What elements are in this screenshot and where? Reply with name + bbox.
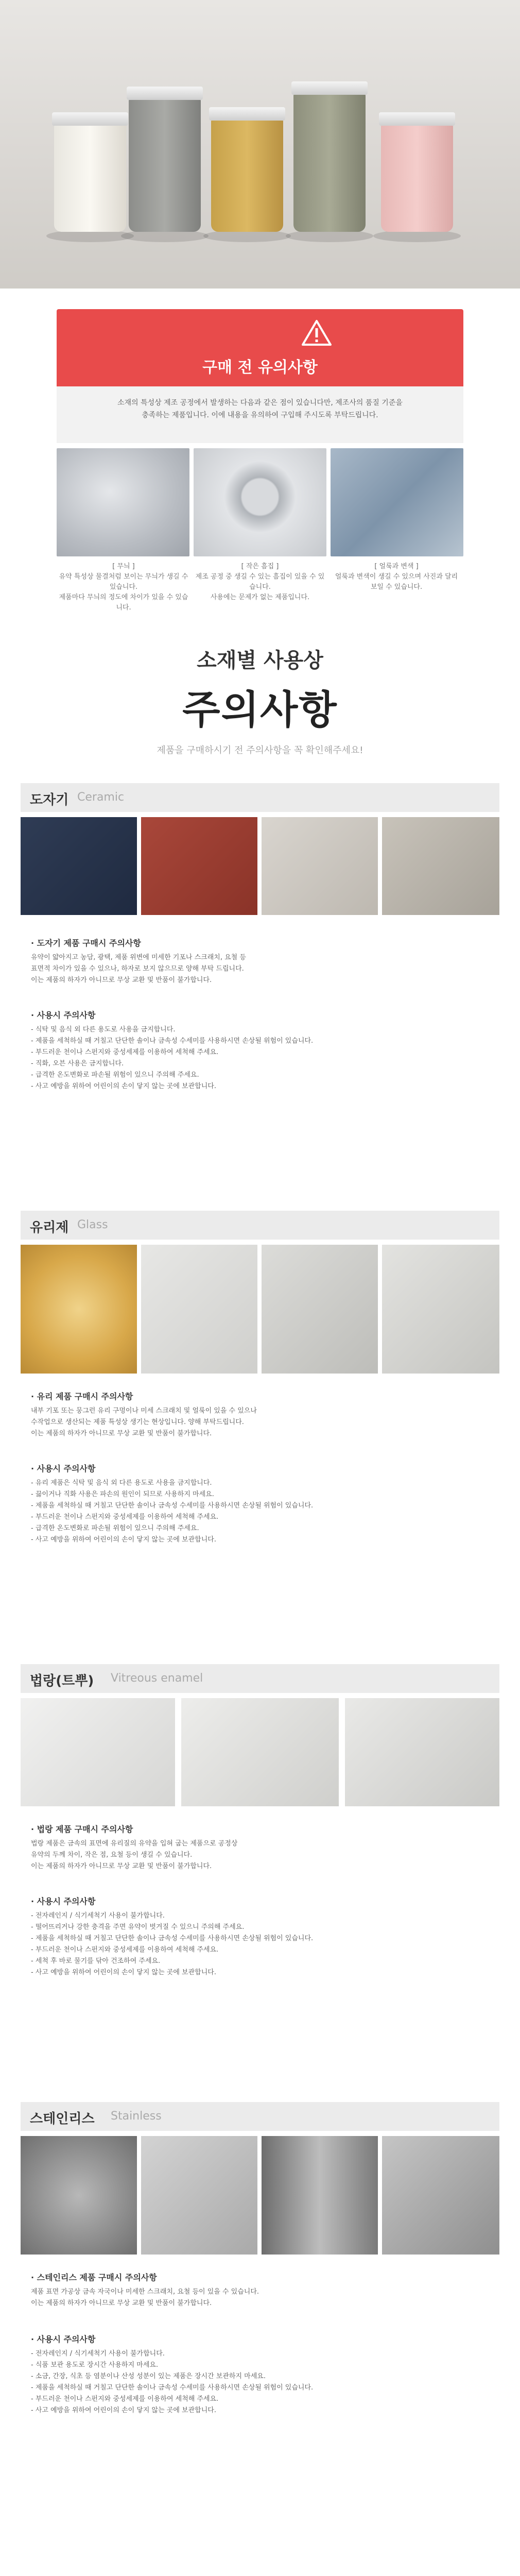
warning-title: 구매 전 유의사항 (202, 359, 318, 377)
glass-photo-3 (262, 1245, 378, 1374)
warning-description: 소재의 특성상 제조 공정에서 발생하는 다음과 같은 점이 있습니다만, 제조사의 품질 기준을 충족하는 제품입니다. 이에 내용을 유의하여 구입해 주시도록 부탁드립니다. (57, 386, 463, 443)
enamel-photo-2 (181, 1698, 339, 1806)
cup-khaki (293, 93, 366, 232)
warning-icon (301, 319, 332, 346)
category-header: 유리제 Glass (21, 1211, 499, 1240)
enamel-usage: · 사용시 주의사항 - 전자레인지 / 식기세척기 사용이 불가합니다. - 떨어뜨리거나 강한 충격을 주면 유약이 벗겨질 수 있으니 주의해 주세요. - 제품을 세척하실 때 거칠고 단단한 솔이나 금속성 수세미를 사용하시면 손상될 위험이 있습니다. - 부드러운 천이나 스펀지와 중성세제를 이용하여 세척해 주세요. - 세척 후 바로 물기를 닦아 건조하여 주세요. - 사고 예방을 위하여 어린이의 손이 닿지 않는 곳에 보관합니다. (31, 1896, 314, 1976)
glass-photo-1 (21, 1245, 137, 1374)
purchase-warning (0, 309, 520, 612)
ceramic-features: · 도자기 제품 구매시 주의사항 유약이 얇아지고 농담, 광택, 제품 위변에 미세한 기포나 스크래치, 요철 등 표면적 차이가 있을 수 있으나, 하자로 보지 않으므로 양해 부탁 드립니다. 이는 제품의 하자가 아니므로 무상 교환 및 반품이 불가합니다. (31, 938, 246, 984)
warning-label-stain: [ 얼룩과 변색 ] 얼룩과 변색이 생길 수 있으며 사진과 달리 보일 수 있습니다. (335, 563, 458, 591)
cup-gray (129, 98, 201, 232)
enamel-photo-3 (345, 1698, 499, 1806)
category-header: 스테인리스 Stainless (21, 2102, 499, 2131)
material-subtitle: 제품을 구매하시기 전 주의사항을 꼭 확인해주세요! (157, 745, 363, 756)
category-enamel (21, 1664, 499, 2087)
warning-label-pattern: [ 무늬 ] 유약 특성상 물결처럼 보이는 무늬가 생길 수 있습니다. 제품마다 무늬의 정도에 차이가 있을 수 있습니다. (59, 563, 188, 612)
cup-mustard (211, 118, 283, 232)
warning-photo-scratch (194, 448, 326, 556)
stainless-usage: · 사용시 주의사항 - 전자레인지 / 식기세척기 사용이 불가합니다. - 식품 보관 용도로 장시간 사용하지 마세요. - 소금, 간장, 식초 등 염분이나 산성 성분이 있는 제품은 장시간 보관하지 마세요. - 제품을 세척하실 때 거칠고 단단한 솔이나 금속성 수세미를 사용하시면 손상될 위험이 있습니다. - 부드러운 천이나 스펀지와 중성세제를 이용하여 세척해 주세요. - 사고 예방을 위하여 어린이의 손이 닿지 않는 곳에 보관합니다. (31, 2334, 314, 2414)
cup-white (54, 124, 126, 232)
category-glass (21, 1211, 499, 1649)
stainless-photo-3 (262, 2136, 378, 2255)
hero-product-image (0, 0, 520, 289)
ceramic-usage: · 사용시 주의사항 - 식탁 및 음식 외 다른 용도로 사용을 금지합니다. - 제품을 세척하실 때 거칠고 단단한 솔이나 금속성 수세미를 사용하시면 손상될 위험이 있습니다. - 부드러운 천이나 스펀지와 중성세제를 이용하여 세척해 주세요. - 직화, 오븐 사용은 금지합니다. - 급격한 온도변화로 파손될 위험이 있으니 주의해 주세요. - 사고 예방을 위하여 어린이의 손이 닿지 않는 곳에 보관합니다. (31, 1010, 314, 1090)
category-header: 도자기 Ceramic (21, 783, 499, 812)
enamel-photo-1 (21, 1698, 175, 1806)
category-ceramic (21, 783, 499, 1206)
cup-pink (381, 124, 453, 232)
material-title-block (0, 634, 520, 762)
warning-photo-pattern (57, 448, 189, 556)
stainless-photo-4 (382, 2136, 499, 2255)
category-header: 법랑(트뿌) Vitreous enamel (21, 1664, 499, 1693)
glass-features: · 유리 제품 구매시 주의사항 내부 기포 또는 뭉그런 유리 구멍이나 미세 스크래치 및 얼룩이 있을 수 있으나 수작업으로 생산되는 제품 특성상 생기는 현상입니다. 양해 부탁드립니다. 이는 제품의 하자가 아니므로 무상 교환 및 반품이 불가합니다. (31, 1392, 257, 1437)
warning-photo-stain (331, 448, 463, 556)
stainless-photo-1 (21, 2136, 137, 2255)
glass-usage: · 사용시 주의사항 - 유리 제품은 식탁 및 음식 외 다른 용도로 사용을 금지합니다. - 끓이거나 직화 사용은 파손의 원인이 되므로 사용하지 마세요. - 제품을 세척하실 때 거칠고 단단한 솔이나 금속성 수세미를 사용하시면 손상될 위험이 있습니다. - 부드러운 천이나 스펀지와 중성세제를 이용하여 세척해 주세요. - 급격한 온도변화로 파손될 위험이 있으니 주의해 주세요. - 사고 예방을 위하여 어린이의 손이 닿지 않는 곳에 보관합니다. (31, 1464, 314, 1544)
category-stainless (21, 2102, 499, 2576)
material-title-main: 주의사항 (182, 687, 338, 733)
material-title-line1: 소재별 사용상 (197, 649, 323, 672)
ceramic-photo-1 (21, 817, 137, 915)
glass-photo-4 (382, 1245, 499, 1374)
ceramic-photo-4 (382, 817, 499, 915)
ceramic-photo-3 (262, 817, 378, 915)
warning-header (57, 309, 463, 386)
enamel-features: · 법랑 제품 구매시 주의사항 법랑 제품은 금속의 표면에 유리질의 유약을 입혀 굽는 제품으로 공정상 유약의 두께 차이, 작은 점, 요철 등이 생길 수 있습니다. 이는 제품의 하자가 아니므로 무상 교환 및 반품이 불가합니다. (31, 1824, 238, 1870)
stainless-features: · 스테인리스 제품 구매시 주의사항 제품 표면 가공상 금속 자국이나 미세한 스크래치, 요철 등이 있을 수 있습니다. 이는 제품의 하자가 아니므로 무상 교환 및 반품이 불가합니다. (31, 2273, 259, 2307)
ceramic-photo-2 (141, 817, 257, 915)
glass-photo-2 (141, 1245, 257, 1374)
warning-label-scratch: [ 작은 흠집 ] 제조 공정 중 생길 수 있는 흠집이 있을 수 있습니다. 사용에는 문제가 없는 제품입니다. (195, 563, 325, 601)
stainless-photo-2 (141, 2136, 257, 2255)
